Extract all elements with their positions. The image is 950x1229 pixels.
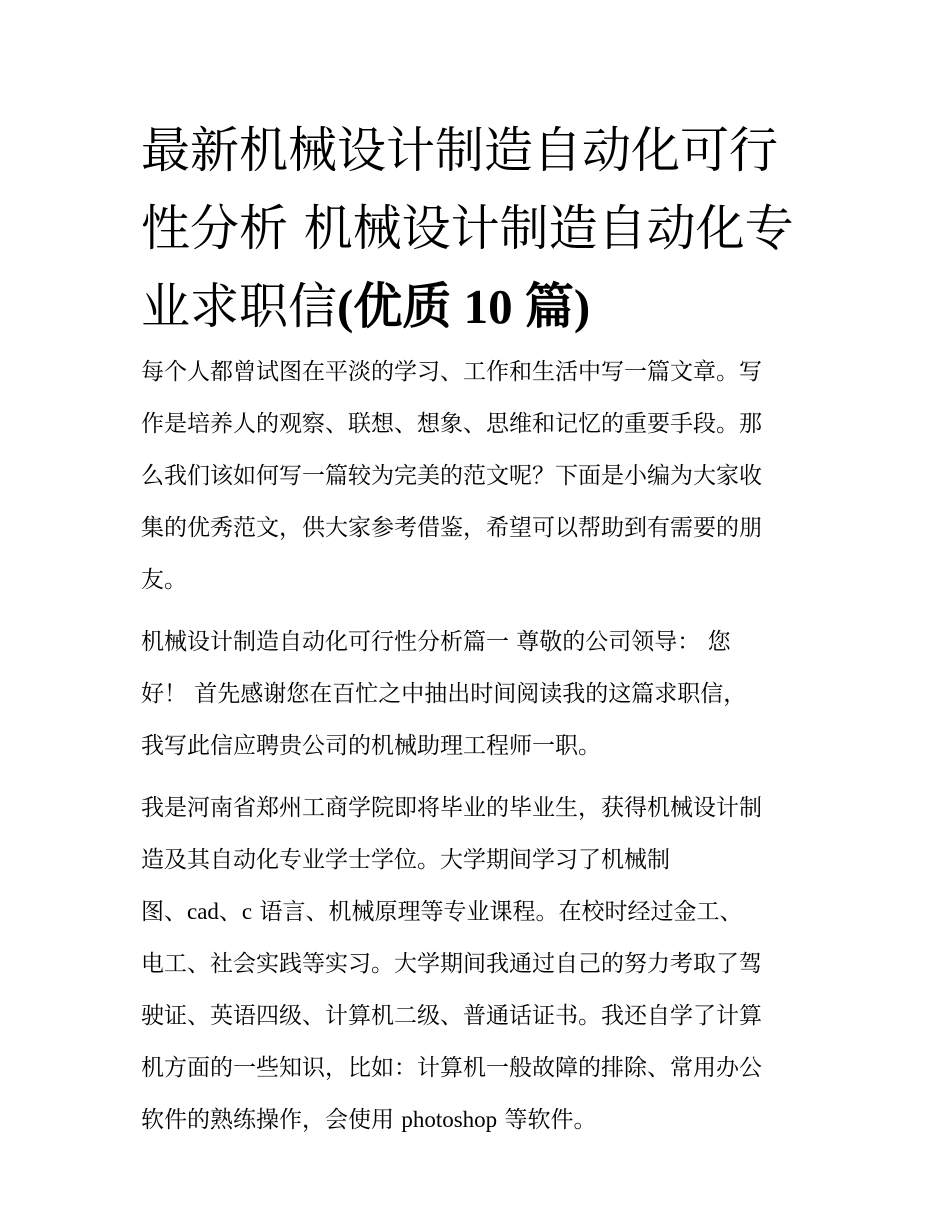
line-segment-latin: photoshop — [401, 1107, 498, 1132]
paragraph-line: 作是培养人的观察、联想、想象、思维和记忆的重要手段。那 — [141, 411, 762, 437]
paragraph-line: 我写此信应聘贵公司的机械助理工程师一职。 — [141, 733, 601, 759]
title-line: 最新机械设计制造自动化可行 — [141, 122, 779, 179]
title-line — [141, 268, 813, 346]
paragraph-line — [141, 1094, 813, 1146]
applicant-background-paragraph — [141, 782, 813, 1146]
title-line-text: 业求职信 — [141, 278, 338, 335]
title-suffix-open: (优质 — [337, 279, 464, 334]
paragraph-line: 集的优秀范文，供大家参考借鉴，希望可以帮助到有需要的朋 — [141, 515, 762, 541]
title-suffix-close: 篇) — [512, 279, 591, 334]
line-segment: 图、 — [141, 899, 187, 925]
paragraph-line: 我是河南省郑州工商学院即将毕业的毕业生，获得机械设计制 — [141, 795, 762, 821]
section-one-paragraph — [141, 616, 813, 772]
line-segment-latin: c — [241, 899, 253, 924]
line-segment: 等软件。 — [497, 1107, 597, 1133]
title-line: 性分析 机械设计制造自动化专 — [141, 200, 794, 257]
paragraph-line: 好！ 首先感谢您在百忙之中抽出时间阅读我的这篇求职信， — [141, 681, 747, 707]
paragraph-line: 么我们该如何写一篇较为完美的范文呢？下面是小编为大家收 — [141, 463, 762, 489]
document-title — [141, 112, 813, 346]
paragraph-line — [141, 886, 813, 938]
paragraph-line: 机械设计制造自动化可行性分析篇一 尊敬的公司领导： 您 — [141, 629, 731, 655]
paragraph-line: 造及其自动化专业学士学位。大学期间学习了机械制 — [141, 847, 670, 873]
document-body — [141, 112, 813, 1146]
paragraph-line: 友。 — [141, 567, 187, 593]
paragraph-line: 每个人都曾试图在平淡的学习、工作和生活中写一篇文章。写 — [141, 359, 762, 385]
line-segment-latin: cad — [187, 899, 219, 924]
paragraph-line: 机方面的一些知识，比如：计算机一般故障的排除、常用办公 — [141, 1055, 762, 1081]
title-suffix-number: 10 — [463, 279, 513, 334]
line-segment: 软件的熟练操作，会使用 — [141, 1107, 402, 1133]
intro-paragraph — [141, 346, 813, 606]
paragraph-line: 驶证、英语四级、计算机二级、普通话证书。我还自学了计算 — [141, 1003, 762, 1029]
line-segment: 语言、机械原理等专业课程。在校时经过金工、 — [252, 899, 743, 925]
line-segment: 、 — [218, 899, 242, 925]
paragraph-line: 电工、社会实践等实习。大学期间我通过自己的努力考取了驾 — [141, 951, 762, 977]
